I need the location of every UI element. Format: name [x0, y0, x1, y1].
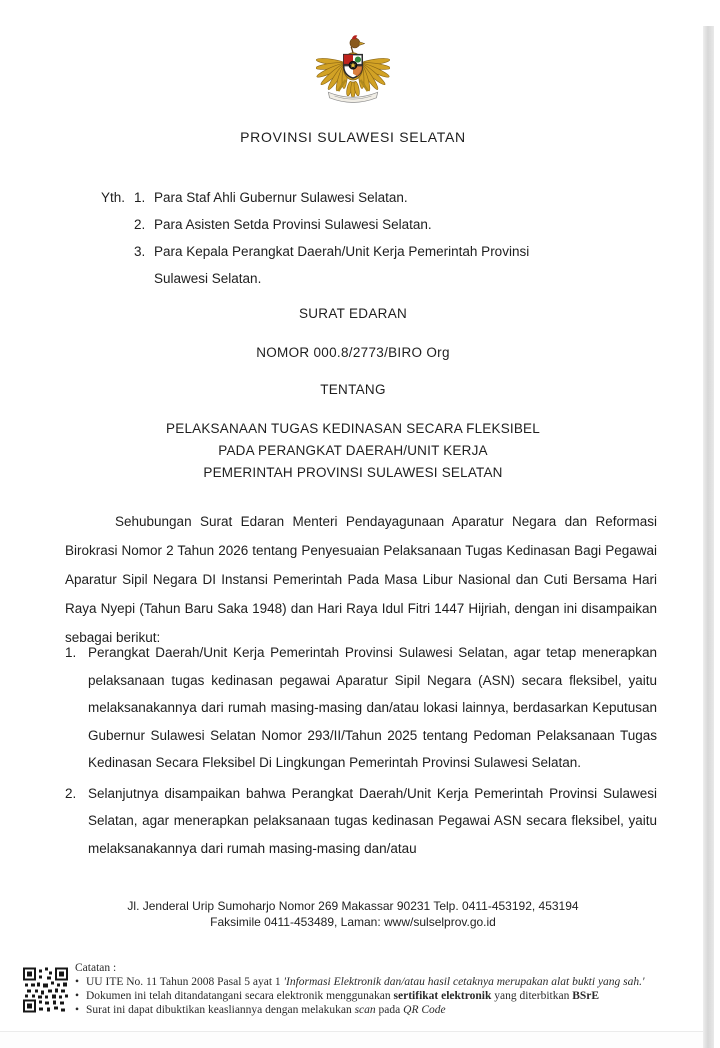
subject-title	[0, 418, 706, 484]
letterhead-province-title: PROVINSI SULAWESI SELATAN	[240, 129, 466, 145]
bullet-icon: •	[75, 976, 80, 988]
note-item	[75, 989, 665, 1003]
recipients-list	[134, 184, 582, 292]
note-item	[75, 975, 665, 989]
bullet-icon: •	[75, 990, 80, 1002]
body-item	[65, 639, 657, 777]
recipient-item	[134, 184, 582, 211]
note-text: UU ITE No. 11 Tahun 2008 Pasal 5 ayat 1 'Informasi Elektronik dan/atau hasil cetaknya merupakan alat bukti yang sah.'	[86, 976, 645, 988]
document-number: NOMOR 000.8/2773/BIRO Org	[256, 345, 450, 360]
about-label: TENTANG	[320, 382, 386, 397]
recipient-text: Para Staf Ahli Gubernur Sulawesi Selatan.	[154, 190, 408, 205]
qr-code	[23, 967, 68, 1013]
footer-address-line1: Jl. Jenderal Urip Sumoharjo Nomor 269 Makassar 90231 Telp. 0411-453192, 453194	[127, 899, 579, 913]
recipient-number: 3.	[134, 244, 146, 259]
recipient-item	[134, 211, 582, 238]
salutation-label: Yth.	[101, 190, 126, 205]
scan-margin	[0, 1032, 703, 1048]
bullet-icon: •	[75, 1004, 80, 1016]
recipient-text: Para Asisten Setda Provinsi Sulawesi Selatan.	[154, 217, 432, 232]
footer-address-line2: Faksimile 0411-453489, Laman: www/sulselprov.go.id	[210, 914, 496, 929]
page-right-edge	[703, 26, 714, 1048]
item-number: 2.	[65, 785, 77, 801]
notes-label: Catatan :	[75, 962, 117, 974]
opening-paragraph: Sehubungan Surat Edaran Menteri Pendayagunaan Aparatur Negara dan Reformasi Birokrasi Nomor 2 Tahun 2026 tentang Penyesuaian Pelaksanaan Tugas Kedinasan Bagi Pegawai Aparatur Sipil Negara DI Instansi Pemerintah Pada Masa Libur Nasional dan Cuti Bersama Hari Raya Nyepi (Tahun Baru Saka 1948) dan Hari Raya Idul Fitri 1447 Hijriah, dengan ini disampaikan sebagai berikut:	[65, 514, 657, 645]
garuda-pancasila-emblem	[0, 26, 706, 108]
garuda-icon	[316, 26, 390, 108]
recipient-item	[134, 238, 582, 292]
item-number: 1.	[65, 645, 77, 660]
item-text: Selanjutnya disampaikan bahwa Perangkat Daerah/Unit Kerja Pemerintah Provinsi Sulawesi Selatan, agar menerapkan pelaksanaan tugas kedinasan Pegawai ASN secara fleksibel, yaitu melaksanakannya dari rumah masing-masing dan/atau	[88, 785, 657, 856]
subject-line: PADA PERANGKAT DAERAH/UNIT KERJA	[218, 443, 488, 458]
footer-address	[0, 899, 706, 930]
note-text: Dokumen ini telah ditandatangani secara elektronik menggunakan sertifikat elektronik yang diterbitkan BSrE	[86, 990, 600, 1002]
recipient-text: Para Kepala Perangkat Daerah/Unit Kerja Pemerintah Provinsi Sulawesi Selatan.	[154, 244, 530, 286]
item-text: Perangkat Daerah/Unit Kerja Pemerintah Provinsi Sulawesi Selatan, agar tetap menerapkan pelaksanaan tugas kedinasan pegawai Aparatur Sipil Negara (ASN) secara fleksibel, yaitu melaksanakannya dari rumah masing-masing dan/atau lokasi lainnya, berdasarkan Keputusan Gubernur Sulawesi Selatan Nomor 293/II/Tahun 2025 tentang Pedoman Pelaksanaan Tugas Kedinasan Secara Fleksibel Di Lingkungan Pemerintah Provinsi Sulawesi Selatan.	[88, 645, 657, 770]
recipient-number: 1.	[134, 190, 146, 205]
notes-block	[75, 961, 665, 1017]
subject-line: PELAKSANAAN TUGAS KEDINASAN SECARA FLEKSIBEL	[166, 421, 540, 436]
recipient-number: 2.	[134, 217, 146, 232]
subject-line: PEMERINTAH PROVINSI SULAWESI SELATAN	[203, 465, 503, 480]
recipients-block	[101, 184, 582, 292]
body-item	[65, 780, 657, 863]
note-item	[75, 1003, 665, 1017]
note-text: Surat ini dapat dibuktikan keasliannya dengan melakukan scan pada QR Code	[86, 1004, 446, 1016]
numbered-items	[65, 639, 657, 865]
document-type-heading: SURAT EDARAN	[298, 306, 408, 321]
